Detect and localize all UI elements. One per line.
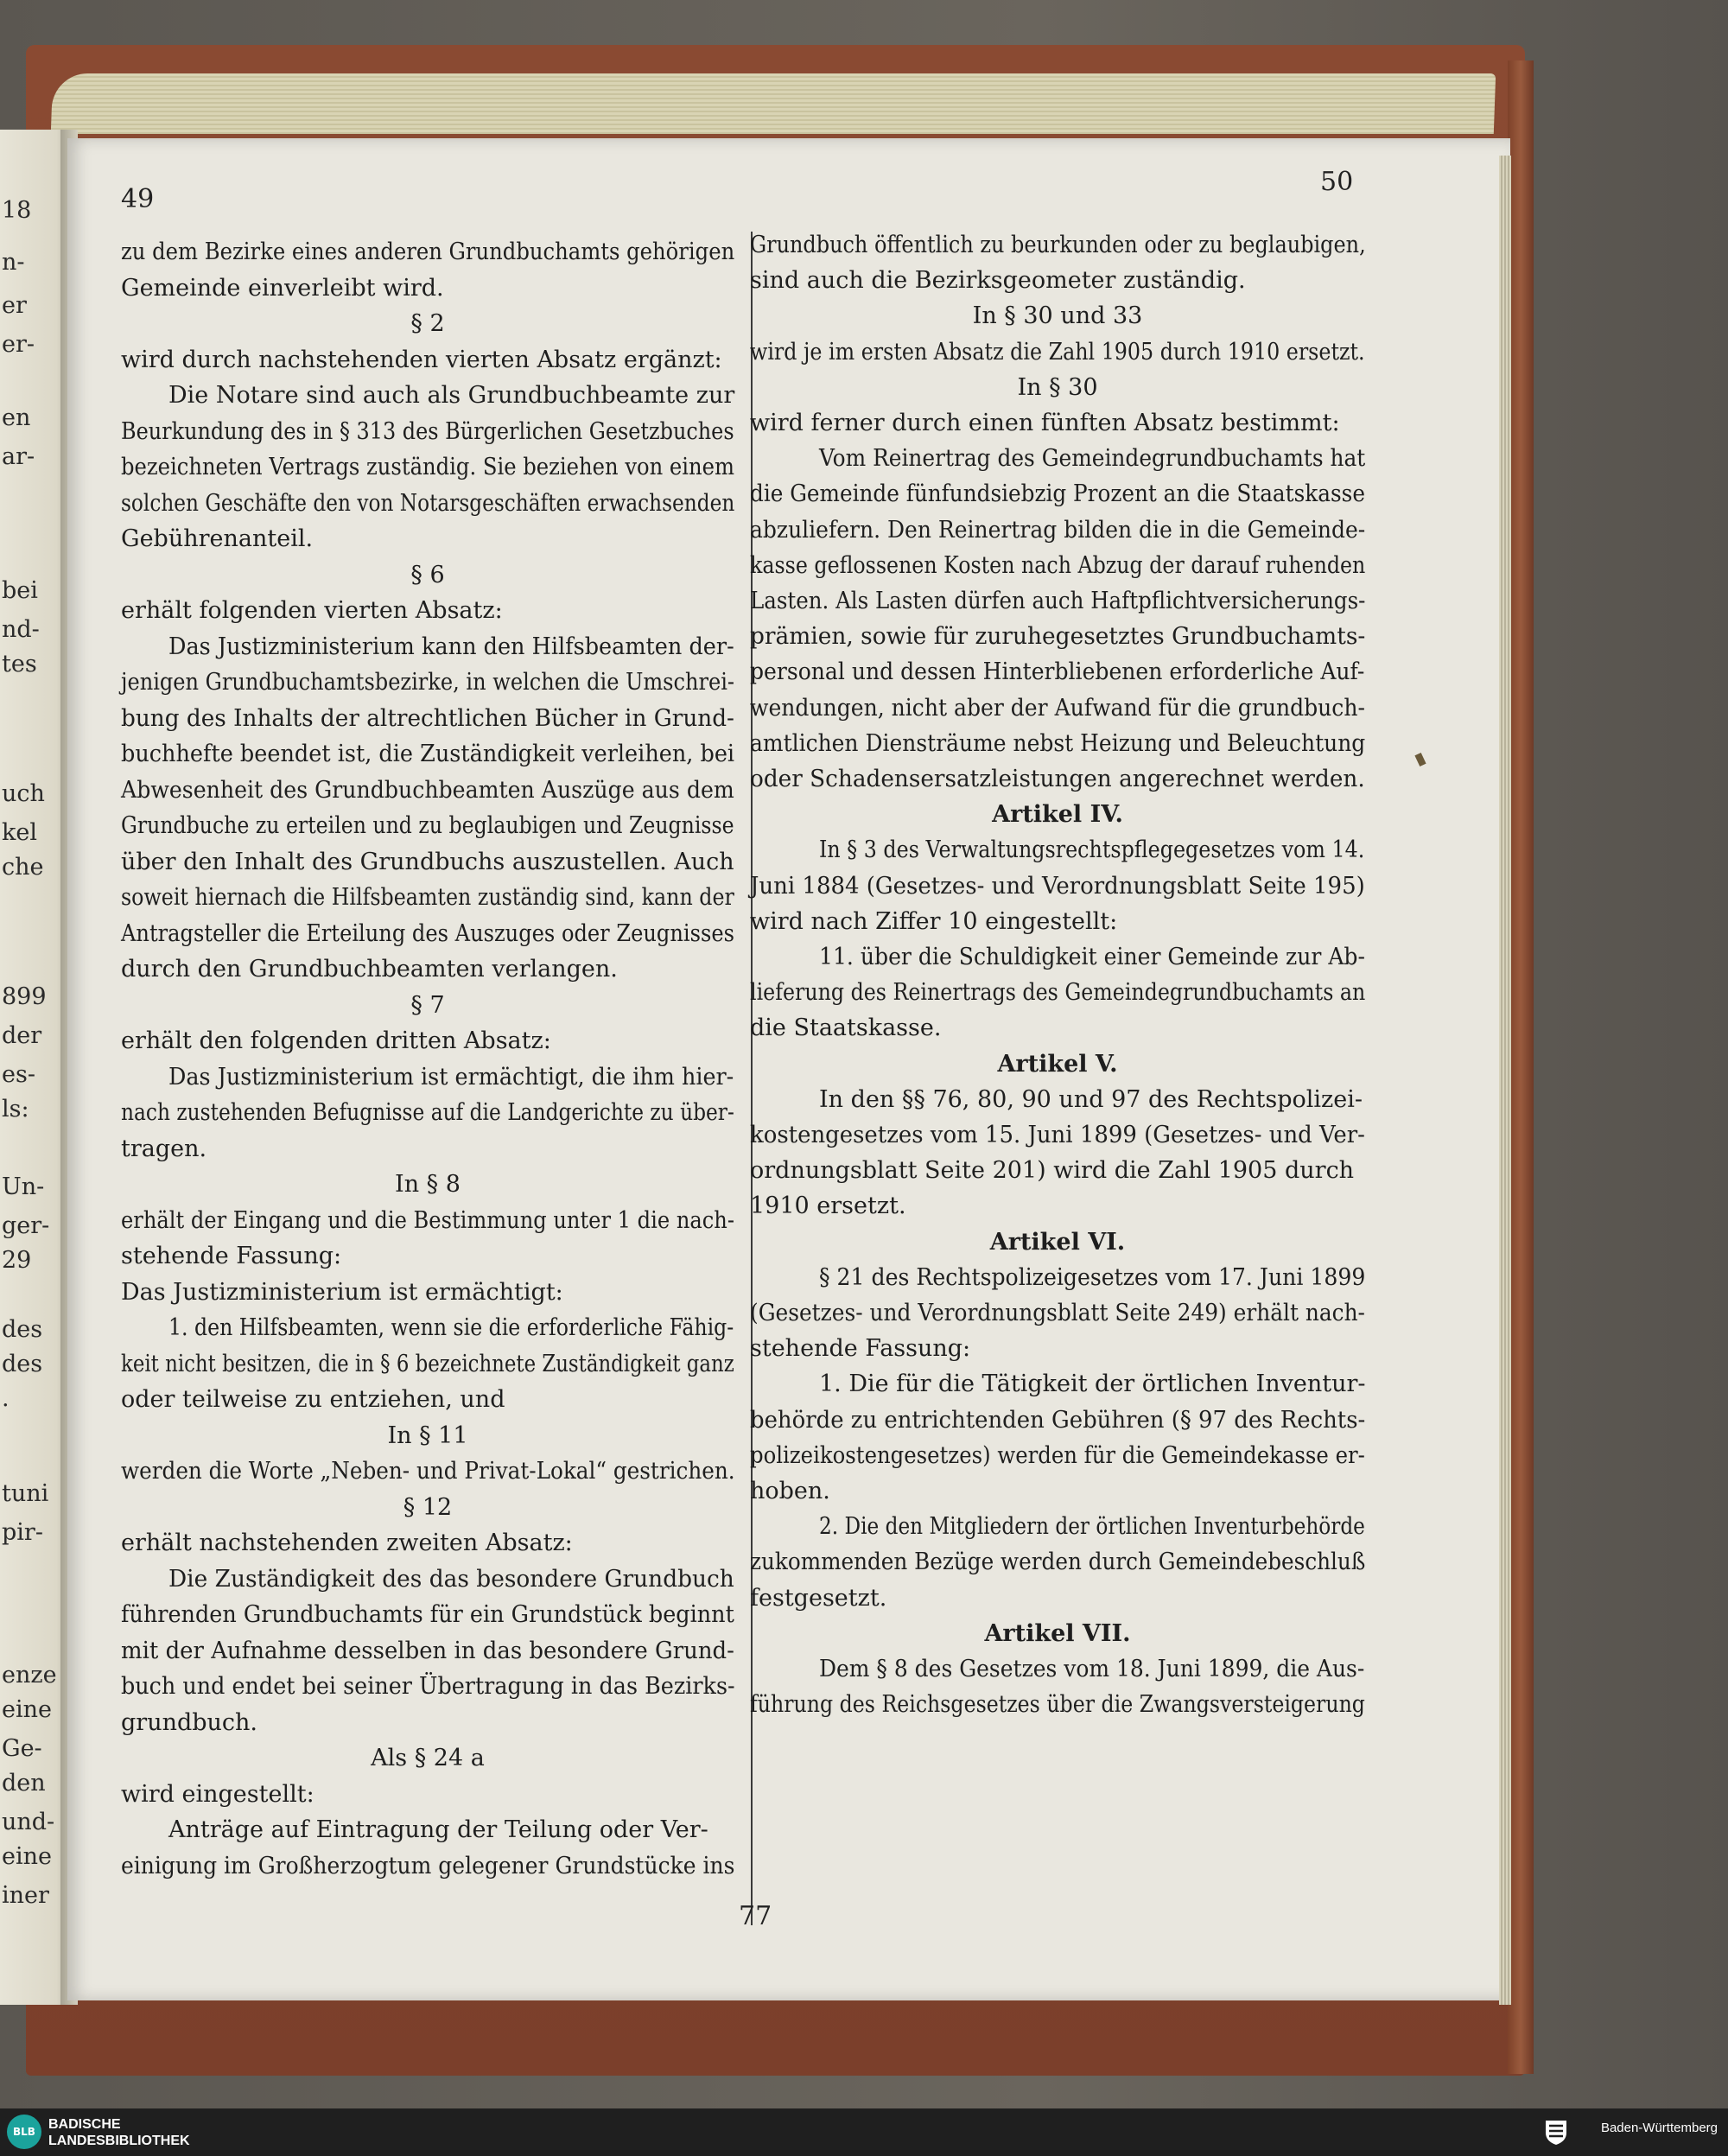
text-line: solchen Geschäfte den von Notarsgeschäften erwachsenden (121, 489, 735, 517)
text-line: grundbuch. (121, 1708, 258, 1736)
left-page-fragment: ger- (2, 1212, 50, 1239)
text-line: jenigen Grundbuchamtsbezirke, in welchen die Umschrei- (121, 669, 735, 696)
left-page-fragment: und- (2, 1809, 55, 1835)
left-page-fragment: den (2, 1770, 46, 1797)
section-heading: Artikel VII. (984, 1619, 1131, 1647)
text-line: Antragsteller die Erteilung des Auszuges oder Zeugnisses (121, 919, 734, 947)
left-page-fragment: uch (2, 780, 45, 807)
blb-logo-icon[interactable]: BLB (7, 2115, 41, 2149)
text-line: führenden Grundbuchamts für ein Grundstück beginnt (121, 1601, 734, 1628)
text-line: zu dem Bezirke eines anderen Grundbuchamts gehörigen (121, 238, 735, 265)
text-line: prämien, sowie für zuruhegesetztes Grundbuchamts- (750, 623, 1366, 651)
library-name-line2: LANDESBIBLIOTHEK (48, 2134, 190, 2148)
text-line: stehende Fassung: (750, 1335, 971, 1363)
text-line: amtlichen Diensträume nebst Heizung und Beleuchtung (750, 729, 1366, 757)
left-page-fragment: bei (2, 577, 38, 604)
text-line: werden die Worte „Neben- und Privat-Lokal“ gestrichen. (121, 1458, 735, 1485)
text-line: führung des Reichsgesetzes über die Zwangsversteigerung (750, 1691, 1365, 1719)
text-line: bezeichneten Vertrags zuständig. Sie beziehen von einem (121, 454, 734, 480)
left-page-fragment: er- (2, 331, 35, 358)
left-page-fragment: . (2, 1385, 10, 1412)
text-line: wird nach Ziffer 10 eingestellt: (750, 907, 1118, 935)
left-page-fragment: 899 (2, 983, 47, 1010)
text-line: Lasten. Als Lasten dürfen auch Haftpflichtversicherungs- (750, 588, 1366, 614)
text-line: ordnungsblatt Seite 201) wird die Zahl 1905 durch (750, 1157, 1355, 1185)
text-line: wird je im ersten Absatz die Zahl 1905 durch 1910 ersetzt. (750, 338, 1365, 366)
text-line: Abwesenheit des Grundbuchbeamten Auszüge aus dem (121, 776, 734, 804)
text-line: Beurkundung des in § 313 des Bürgerlichen Gesetzbuches (121, 417, 734, 445)
text-line: einigung im Großherzogtum gelegener Grundstücke ins (121, 1852, 735, 1879)
text-line: festgesetzt. (750, 1584, 887, 1612)
text-line: oder Schadensersatzleistungen angerechnet werden. (750, 766, 1365, 792)
text-line: abzuliefern. Den Reinertrag bilden die in die Gemeinde- (750, 516, 1366, 544)
left-page-fragment: n- (2, 249, 25, 276)
left-page-fragment: eine (2, 1843, 52, 1870)
text-line: 1. Die für die Tätigkeit der örtlichen Inventur- (819, 1371, 1366, 1398)
left-page-fragment: der (2, 1022, 42, 1049)
text-line: erhält nachstehenden zweiten Absatz: (121, 1530, 573, 1556)
text-line: 11. über die Schuldigkeit einer Gemeinde zur Ab- (819, 944, 1365, 970)
section-heading: In § 8 (395, 1171, 461, 1198)
text-line: In den §§ 76, 80, 90 und 97 des Rechtspolizei- (819, 1085, 1363, 1113)
text-line: durch den Grundbuchbeamten verlangen. (121, 956, 618, 983)
left-page-fragment: tes (2, 651, 37, 677)
text-line: sind auch die Bezirksgeometer zuständig. (750, 267, 1246, 295)
text-line: 2. Die den Mitgliedern der örtlichen Inventurbehörde (819, 1513, 1365, 1541)
text-line: kasse geflossenen Kosten nach Abzug der darauf ruhenden (750, 551, 1366, 579)
section-heading: Artikel VI. (989, 1228, 1126, 1256)
text-line: polizeikostengesetzes) werden für die Gemeindekasse er- (750, 1441, 1365, 1469)
left-page-fragment: er (2, 292, 27, 319)
footer-bar (0, 2108, 1728, 2156)
text-line: buch und endet bei seiner Übertragung in das Bezirks- (121, 1673, 735, 1700)
text-line: stehende Fassung: (121, 1243, 342, 1269)
left-page-fragment: kel (2, 819, 37, 846)
left-page-fragment: tuni (2, 1480, 49, 1507)
text-line: Juni 1884 (Gesetzes- und Verordnungsblatt Seite 195) (750, 872, 1365, 900)
text-line: erhält den folgenden dritten Absatz: (121, 1027, 551, 1054)
book-cover-edge (1508, 60, 1534, 2074)
section-heading: In § 11 (387, 1421, 468, 1449)
left-page-fragment: ar- (2, 443, 35, 470)
text-line: tragen. (121, 1135, 207, 1162)
text-line: Die Zuständigkeit des das besondere Grundbuch (168, 1565, 734, 1593)
text-line: keit nicht besitzen, die in § 6 bezeichnete Zuständigkeit ganz (121, 1350, 734, 1377)
text-line: behörde zu entrichtenden Gebühren (§ 97 des Rechts- (750, 1406, 1366, 1434)
library-name[interactable] (48, 2116, 190, 2149)
state-name[interactable]: Baden-Württemberg (1600, 2121, 1718, 2135)
text-line: In § 3 des Verwaltungsrechtspflegegesetzes vom 14. (819, 836, 1365, 864)
section-heading: § 7 (410, 991, 445, 1019)
section-heading: Artikel V. (997, 1050, 1118, 1078)
left-page-fragment: enze (2, 1662, 57, 1689)
left-page-number: 49 (121, 184, 155, 214)
text-line: Grundbuch öffentlich zu beurkunden oder zu beglaubigen, (750, 232, 1366, 258)
text-line: wendungen, nicht aber der Aufwand für die grundbuch- (750, 694, 1365, 722)
text-line: Dem § 8 des Gesetzes vom 18. Juni 1899, die Aus- (819, 1656, 1365, 1682)
footer-page-number: 77 (739, 1901, 772, 1931)
text-line: mit der Aufnahme desselben in das besondere Grund- (121, 1637, 734, 1664)
text-line: nach zustehenden Befugnisse auf die Landgerichte zu über- (121, 1099, 734, 1126)
text-line: Anträge auf Eintragung der Teilung oder Ver- (168, 1816, 708, 1843)
text-line: 1. den Hilfsbeamten, wenn sie die erforderliche Fähig- (168, 1314, 734, 1341)
left-page-fragment: 29 (2, 1247, 32, 1274)
text-line: oder teilweise zu entziehen, und (121, 1386, 505, 1413)
left-page-fragment: Ge- (2, 1735, 42, 1762)
left-page-fragment: en (2, 404, 31, 431)
section-heading: § 2 (410, 310, 445, 337)
left-page-fragment: 18 (2, 197, 32, 224)
page-stack-edges (51, 73, 1496, 134)
text-line: über den Inhalt des Grundbuchs auszustellen. Auch (121, 848, 734, 875)
text-line: bung des Inhalts der altrechtlichen Bücher in Grund- (121, 704, 734, 732)
text-line: § 21 des Rechtspolizeigesetzes vom 17. Juni 1899 (819, 1263, 1366, 1291)
text-line: wird durch nachstehenden vierten Absatz ergänzt: (121, 346, 722, 373)
text-line: erhält der Eingang und die Bestimmung unter 1 die nach- (121, 1206, 734, 1234)
text-line: soweit hiernach die Hilfsbeamten zuständig sind, kann der (121, 884, 734, 911)
section-heading: In § 30 und 33 (972, 302, 1143, 330)
text-line: personal und dessen Hinterbliebenen erforderliche Auf- (750, 658, 1365, 686)
text-line: die Gemeinde fünfundsiebzig Prozent an die Staatskasse (750, 480, 1365, 508)
text-line: kostengesetzes vom 15. Juni 1899 (Gesetzes- und Ver- (750, 1122, 1365, 1148)
text-line: lieferung des Reinertrags des Gemeindegrundbuchamts an (750, 979, 1366, 1007)
left-page-fragment: des (2, 1351, 43, 1377)
page-fore-edge (1499, 156, 1511, 2005)
text-line: erhält folgenden vierten Absatz: (121, 597, 503, 624)
text-line: buchhefte beendet ist, die Zuständigkeit verleihen, bei (121, 741, 735, 767)
text-line: die Staatskasse. (750, 1014, 942, 1042)
text-line: Das Justizministerium kann den Hilfsbeamten der- (168, 633, 734, 660)
left-page-fragment: iner (2, 1882, 49, 1909)
left-page-fragment: es- (2, 1061, 35, 1088)
text-line: Das Justizministerium ist ermächtigt: (121, 1278, 563, 1306)
section-heading: § 6 (410, 561, 445, 588)
text-line: hoben. (750, 1478, 830, 1504)
text-line: Gemeinde einverleibt wird. (121, 274, 444, 302)
section-heading: In § 30 (1017, 373, 1098, 401)
right-page-number: 50 (1320, 167, 1354, 197)
text-line: (Gesetzes- und Verordnungsblatt Seite 249) erhält nach- (750, 1300, 1365, 1326)
section-heading: Als § 24 a (371, 1745, 485, 1771)
text-line: Gebührenanteil. (121, 525, 314, 552)
section-heading: Artikel IV. (992, 801, 1123, 829)
left-page-fragment: ls: (2, 1096, 29, 1123)
left-page-fragment: eine (2, 1696, 52, 1723)
left-page-fragment: pir- (2, 1519, 43, 1546)
section-heading: § 12 (403, 1493, 453, 1521)
library-name-line1: BADISCHE (48, 2117, 121, 2132)
text-line: wird eingestellt: (121, 1780, 314, 1808)
text-line: Vom Reinertrag des Gemeindegrundbuchamts hat (819, 445, 1366, 473)
text-line: wird ferner durch einen fünften Absatz bestimmt: (750, 410, 1340, 436)
left-page-fragment: des (2, 1316, 43, 1343)
coat-of-arms-icon (1541, 2117, 1571, 2146)
left-page-fragment: Un- (2, 1173, 45, 1200)
left-page-fragment: nd- (2, 616, 40, 643)
text-line: zukommenden Bezüge werden durch Gemeindebeschluß (750, 1549, 1366, 1576)
text-line: Grundbuche zu erteilen und zu beglaubigen und Zeugnisse (121, 812, 734, 839)
text-line: Das Justizministerium ist ermächtigt, die ihm hier- (168, 1063, 734, 1091)
left-page-fragment: che (2, 854, 44, 881)
text-line: Die Notare sind auch als Grundbuchbeamte zur (168, 382, 735, 409)
text-line: 1910 ersetzt. (750, 1192, 906, 1220)
